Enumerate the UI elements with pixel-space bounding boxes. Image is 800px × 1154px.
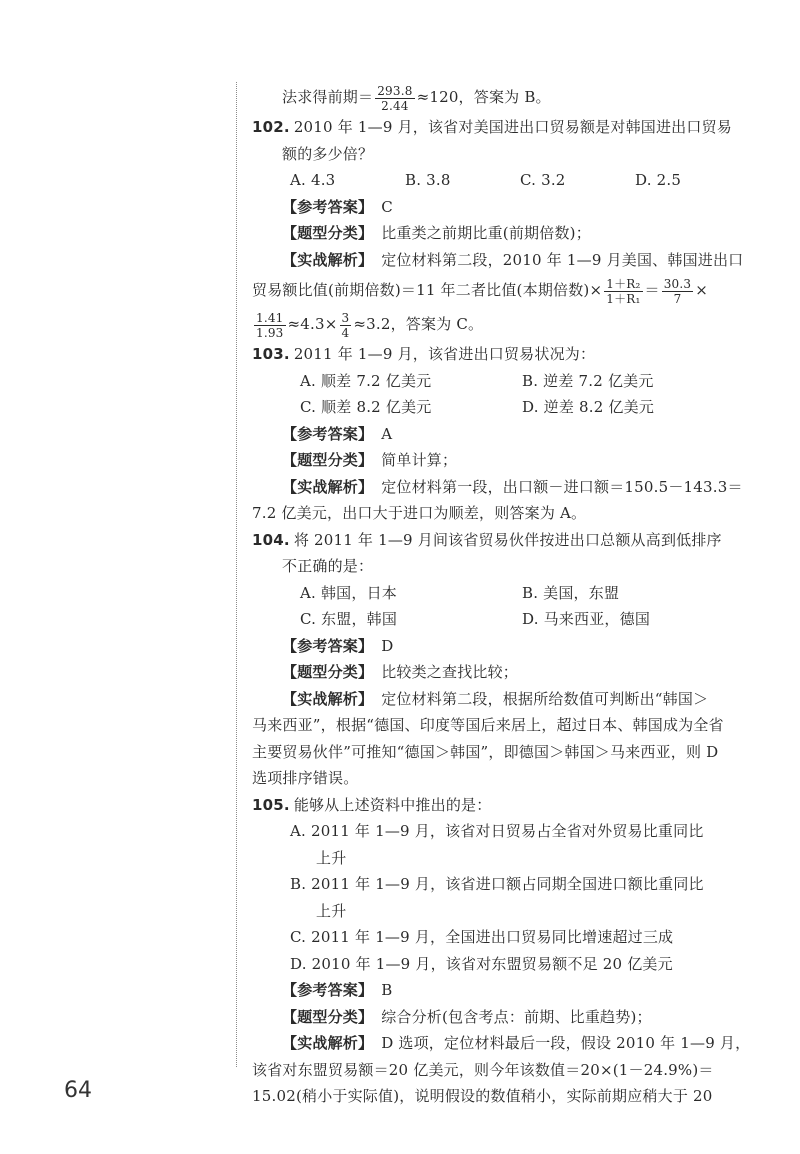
question-102-analysis: 【实战解析】 定位材料第二段，2010 年 1—9 月美国、韩国进出口 <box>282 250 744 269</box>
option-b: B. 逆差 7.2 亿美元 <box>522 371 654 390</box>
question-104-answer: 【参考答案】 D <box>282 636 394 655</box>
question-105-type: 【题型分类】 综合分析(包含考点：前期、比重趋势)； <box>282 1007 652 1026</box>
question-102-type: 【题型分类】 比重类之前期比重(前期倍数)； <box>282 224 591 242</box>
question-102-analysis-2: 贸易额比值(前期倍数)＝11 年二者比值(本期倍数)× $\frac{\text{1＋R₂}}{\text{1＋R₁}}$ ＝ $\frac{30.3}{7}$ × <box>252 276 709 306</box>
option-a: A. 4.3 <box>290 171 336 189</box>
question-105-option-d: D. 2010 年 1—9 月，该省对东盟贸易额不足 20 亿美元 <box>290 954 673 973</box>
option-c: C. 顺差 8.2 亿美元 <box>300 398 432 416</box>
question-103-type: 【题型分类】 简单计算； <box>282 451 458 469</box>
option-d: D. 马来西亚，德国 <box>522 610 651 628</box>
question-105-option-c: C. 2011 年 1—9 月，全国进出口贸易同比增速超过三成 <box>290 928 674 946</box>
question-105-option-a: A. 2011 年 1—9 月，该省对日贸易占全省对外贸易比重同比 <box>290 822 704 840</box>
question-103-options-row1 <box>252 368 762 395</box>
question-103-analysis: 【实战解析】 定位材料第一段，出口额－进口额＝150.5－143.3＝ <box>282 477 743 496</box>
option-b: B. 美国，东盟 <box>522 583 620 602</box>
question-104-analysis: 【实战解析】 定位材料第二段，根据所给数值可判断出“韩国＞ <box>282 689 709 708</box>
question-105-analysis: 【实战解析】 D 选项，定位材料最后一段，假设 2010 年 1—9 月， <box>282 1034 751 1052</box>
intro-line <box>252 80 762 114</box>
page-number: 64 <box>64 1078 92 1103</box>
question-105-answer: 【参考答案】 B <box>282 981 393 999</box>
question-102-options <box>252 167 762 194</box>
option-d: D. 2.5 <box>635 171 682 189</box>
question-103-options-row2 <box>252 394 762 421</box>
question-103-stem: 103. 2011 年 1—9 月，该省进出口贸易状况为： <box>252 345 596 363</box>
option-d: D. 逆差 8.2 亿美元 <box>522 398 655 416</box>
option-a: A. 韩国，日本 <box>300 583 397 602</box>
binding-margin-line <box>236 82 243 1067</box>
fraction: $\frac{293.8}{2.44}$ <box>377 83 413 113</box>
intro-text: 法求得前期＝ <box>282 88 374 106</box>
question-105-stem: 105. 能够从上述资料中推出的是： <box>252 795 492 814</box>
option-c: C. 东盟，韩国 <box>300 610 398 628</box>
fraction: $\frac{30.3}{7}$ <box>663 276 692 306</box>
question-104-analysis-3: 主要贸易伙伴”可推知“德国＞韩国”，即德国＞韩国＞马来西亚，则 D <box>252 742 719 761</box>
option-a: A. 顺差 7.2 亿美元 <box>300 371 432 390</box>
fraction: $\frac{1.41}{1.93}$ <box>256 310 284 340</box>
question-103-analysis-2: 7.2 亿美元，出口大于进口为顺差，则答案为 A。 <box>252 504 587 522</box>
question-105-option-b-cont: 上升 <box>316 901 347 920</box>
question-104-options-row1 <box>252 580 762 607</box>
question-104-options-row2 <box>252 606 762 633</box>
fraction: $\frac{3}{4}$ <box>341 310 350 340</box>
option-b: B. 3.8 <box>405 171 451 189</box>
fraction: $\frac{\text{1＋R₂}}{\text{1＋R₁}}$ <box>606 276 641 306</box>
question-105-option-b: B. 2011 年 1—9 月，该省进口额占同期全国进口额比重同比 <box>290 875 704 893</box>
page-content <box>252 80 762 1110</box>
question-105-option-a-cont: 上升 <box>316 848 347 867</box>
question-102-analysis-3: $\frac{1.41}{1.93}$ ≈4.3× $\frac{3}{4}$ ≈3.2，答案为 C。 <box>256 310 484 340</box>
question-104-analysis-2: 马来西亚”，根据“德国、印度等国后来居上，超过日本、韩国成为全省 <box>252 716 724 734</box>
question-105-analysis-2: 该省对东盟贸易额＝20 亿美元，则今年该数值＝20×(1－24.9%)＝ <box>252 1060 714 1079</box>
question-104-stem-cont: 不正确的是： <box>282 557 374 575</box>
question-102-stem-cont: 额的多少倍？ <box>282 144 374 163</box>
question-102-stem: 102. 2010 年 1—9 月，该省对美国进出口贸易额是对韩国进出口贸易 <box>252 118 732 136</box>
option-c: C. 3.2 <box>520 171 566 189</box>
question-104-type: 【题型分类】 比较类之查找比较； <box>282 663 519 681</box>
question-105-analysis-3: 15.02(稍小于实际值)，说明假设的数值稍小，实际前期应稍大于 20 <box>252 1087 713 1105</box>
intro-text-suffix: ≈120，答案为 B。 <box>416 88 551 106</box>
question-104-analysis-4: 选项排序错误。 <box>252 769 359 787</box>
question-103-answer: 【参考答案】 A <box>282 424 393 443</box>
question-102-answer: 【参考答案】 C <box>282 197 393 216</box>
question-104-stem: 104. 将 2011 年 1—9 月间该省贸易伙伴按进出口总额从高到低排序 <box>252 530 722 549</box>
